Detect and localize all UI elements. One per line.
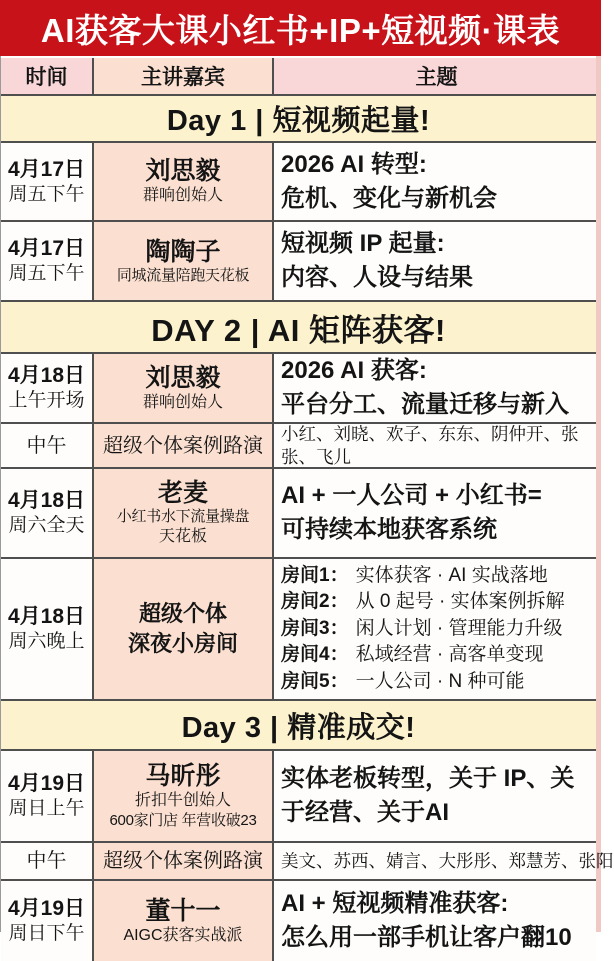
topic-line: 可持续本地获客系统 — [281, 516, 497, 543]
topic-line: 2026 AI 转型: — [281, 150, 427, 178]
table-row — [1, 222, 596, 302]
table-row — [1, 559, 596, 701]
room-text: 从 0 起号 · 实体案例拆解 — [355, 591, 565, 613]
date-text: 4月18日 — [7, 489, 86, 512]
time-text: 周日上午 — [8, 798, 85, 820]
speaker-name: 刘思毅 — [145, 157, 221, 186]
header-speaker: 主讲嘉宾 — [94, 58, 274, 94]
time-text: 周六晚上 — [8, 631, 85, 653]
speaker-cell — [94, 222, 274, 300]
table-row — [1, 843, 614, 881]
speaker-title: 天花板 — [158, 527, 207, 545]
speaker-name: 马昕彤 — [145, 762, 221, 791]
table-row — [1, 751, 596, 843]
room-label: 房间3： — [281, 617, 349, 639]
speaker-title: 群响创始人 — [142, 187, 223, 205]
time-cell — [1, 843, 94, 879]
guest-names: 美文、苏西、婧言、大彤彤、郑慧芳、张阳 — [281, 850, 614, 871]
topic-line: 短视频 IP 起量: — [281, 230, 445, 258]
topic-line: 实体老板转型，关于 IP、关于经营、关于AI — [281, 765, 575, 826]
time-cell — [1, 881, 94, 961]
table-header-row — [1, 56, 596, 96]
time-cell — [1, 354, 94, 422]
speaker-name: 董十一 — [145, 896, 221, 925]
topic-line: 2026 AI 获客: — [281, 357, 427, 385]
topic-line: 危机、变化与新机会 — [281, 184, 497, 212]
day1-band: Day 1 | 短视频起量! — [1, 96, 596, 143]
speaker-title: 同城流量陪跑天花板 — [116, 266, 250, 284]
speaker-cell — [94, 751, 274, 841]
table-row — [1, 424, 596, 469]
speaker-name: 超级个体案例路演 — [103, 850, 263, 872]
topic-cell — [274, 843, 614, 879]
speaker-cell — [94, 469, 274, 557]
speaker-title: 600家门店 年营收破23 — [109, 812, 257, 830]
time-cell — [1, 559, 94, 699]
date-text: 4月19日 — [7, 897, 86, 920]
speaker-cell — [94, 143, 274, 220]
time-cell — [1, 751, 94, 841]
time-text: 周五下午 — [8, 183, 85, 205]
topic-cell — [274, 222, 596, 300]
room-label: 房间5： — [281, 670, 349, 692]
room-text: 实体获客 · AI 实战落地 — [355, 564, 548, 586]
speaker-cell — [94, 354, 274, 422]
date-text: 4月18日 — [7, 364, 86, 387]
topic-line: 怎么用一部手机让客户翻10 — [281, 924, 572, 951]
date-text: 4月18日 — [7, 605, 86, 628]
time-text: 上午开场 — [8, 390, 85, 412]
speaker-title: 群响创始人 — [142, 393, 223, 411]
speaker-title: AIGC获客实战派 — [123, 926, 243, 944]
topic-line: AI + 一人公司 + 小红书= — [281, 482, 542, 510]
date-text: 4月17日 — [7, 157, 86, 181]
time-cell — [1, 143, 94, 220]
schedule-table — [0, 56, 614, 951]
room-line — [281, 642, 592, 669]
speaker-cell — [94, 559, 274, 699]
topic-cell — [274, 881, 596, 961]
poster-title: AI获客大课小红书+IP+短视频·课表 — [40, 11, 561, 49]
header-topic: 主题 — [415, 66, 458, 89]
time-text: 周六全天 — [8, 515, 85, 537]
speaker-cell — [94, 424, 274, 467]
room-label: 房间2： — [281, 591, 349, 613]
topic-cell — [274, 559, 596, 699]
header-time: 时间 — [1, 58, 94, 94]
topic-line: 平台分工、流量迁移与新入 — [281, 391, 569, 418]
speaker-name: 老麦 — [157, 479, 208, 508]
room-line — [281, 669, 592, 696]
table-row — [1, 143, 596, 222]
day3-band: Day 3 | 精准成交! — [1, 701, 596, 751]
speaker-name: 深夜小房间 — [127, 631, 238, 656]
room-line — [281, 589, 592, 616]
room-line — [281, 563, 592, 590]
room-line — [281, 616, 592, 643]
topic-cell — [274, 751, 596, 841]
speaker-title: 小红书水下流量操盘 — [116, 508, 250, 526]
topic-cell — [274, 424, 596, 467]
date-text: 4月17日 — [7, 237, 86, 260]
topic-cell — [274, 354, 596, 422]
topic-cell — [274, 469, 596, 557]
time-cell — [1, 424, 94, 467]
topic-cell — [274, 143, 596, 220]
date-text: 4月19日 — [7, 772, 86, 795]
day2-band: DAY 2 | AI 矩阵获客! — [1, 302, 596, 354]
speaker-name: 超级个体 — [138, 601, 227, 627]
speaker-cell — [94, 843, 274, 879]
time-text: 周日下午 — [8, 923, 85, 945]
time-text: 中午 — [26, 434, 67, 457]
topic-line: 内容、人设与结果 — [281, 264, 473, 291]
room-text: 私域经营 · 高客单变现 — [355, 644, 544, 666]
time-text: 周五下午 — [8, 263, 85, 285]
table-row — [1, 354, 596, 424]
room-text: 一人公司 · N 种可能 — [355, 670, 525, 692]
speaker-name: 陶陶子 — [145, 237, 221, 266]
table-row — [1, 881, 596, 961]
title-banner — [0, 0, 601, 56]
speaker-name: 超级个体案例路演 — [103, 434, 263, 457]
speaker-cell — [94, 881, 274, 961]
table-row — [1, 469, 596, 559]
room-text: 闲人计划 · 管理能力升级 — [355, 617, 563, 639]
speaker-name: 刘思毅 — [145, 363, 221, 392]
time-text: 中午 — [26, 850, 67, 872]
time-cell — [1, 469, 94, 557]
topic-line: AI + 短视频精准获客: — [281, 890, 509, 918]
time-cell — [1, 222, 94, 300]
room-label: 房间4： — [281, 644, 349, 666]
speaker-title: 折扣牛创始人 — [134, 792, 231, 810]
room-label: 房间1： — [281, 564, 349, 586]
guest-names: 小红、刘晓、欢子、东东、阴仲开、张张、飞儿 — [281, 423, 579, 467]
